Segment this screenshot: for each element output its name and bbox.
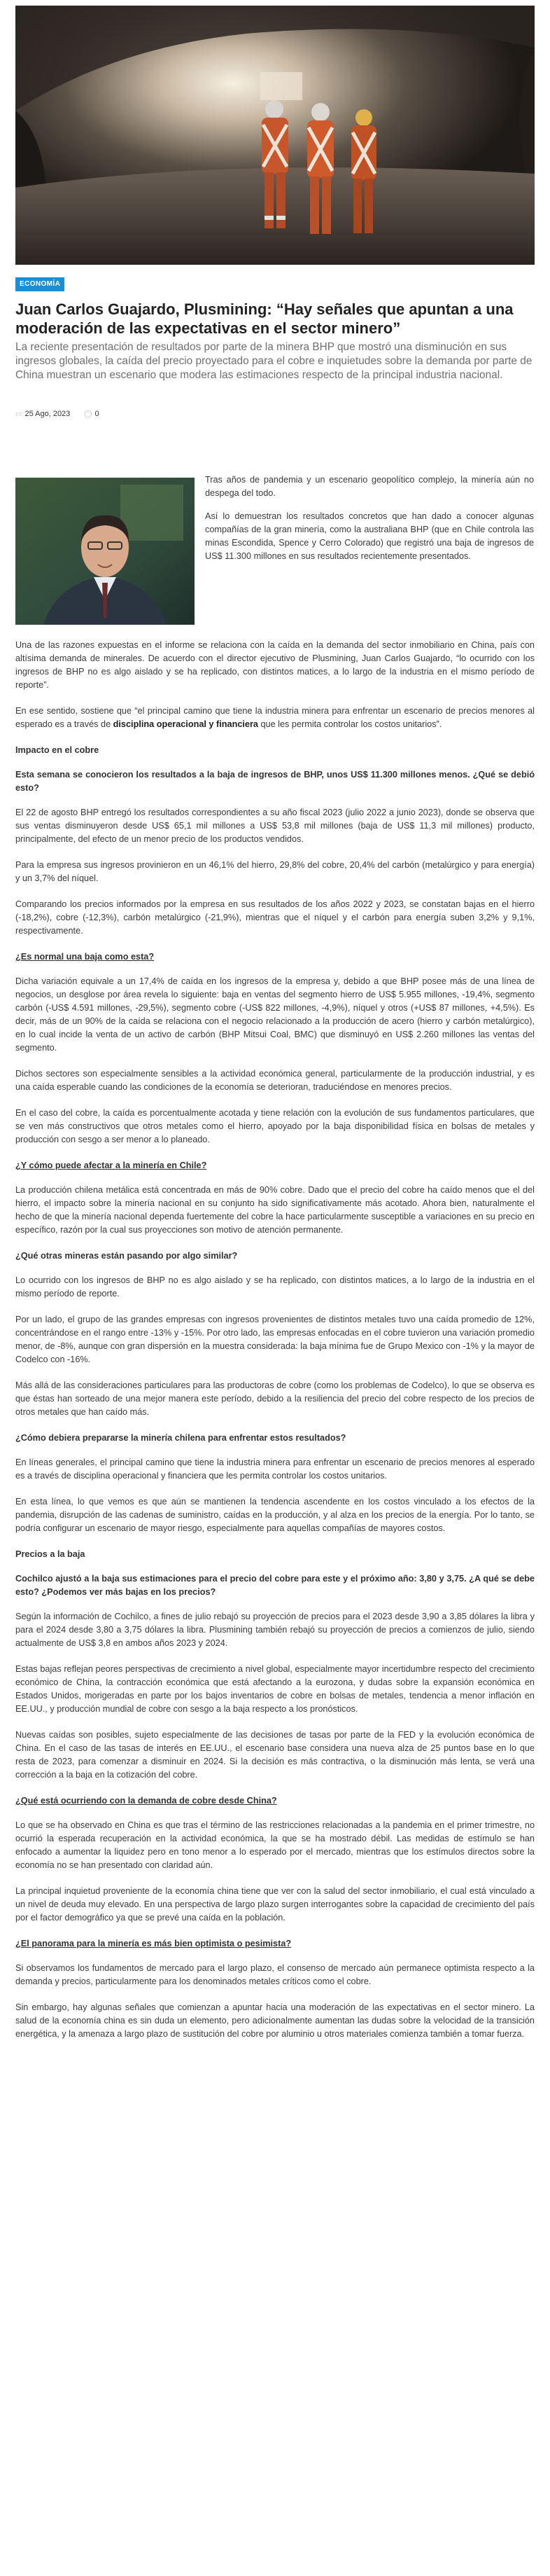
section-heading: Precios a la baja <box>15 1549 85 1559</box>
body-paragraph: Lo ocurrido con los ingresos de BHP no es algo aislado y se ha replicado, con distintos matices, a lo largo de la industria en el mismo período de reporte. <box>15 1275 535 1299</box>
question: ¿Qué está ocurriendo con la demanda de cobre desde China? <box>15 1796 277 1806</box>
author-photo <box>15 478 195 625</box>
body-paragraph: En el caso del cobre, la caída es porcentualmente acotada y tiene relación con la evolución de sus fundamentos particulares, que se ven más constructivos que otros metales como el hierro, apoyado por la baja disponibilidad física en bolsas de metales y producción con sesgo a ser menor a lo planeado. <box>15 1108 535 1144</box>
publish-date: 25 Ago, 2023 <box>24 410 71 418</box>
article-meta <box>15 410 99 418</box>
question: Esta semana se conocieron los resultados a la baja de ingresos de BHP, unos US$ 11.300 millones menos. ¿Qué se debió esto? <box>15 770 535 793</box>
body-paragraph: En ese sentido, sostiene que “el principal camino que tiene la industria minera para enfrentar un escenario de precios menores al esperado es a través de disciplina operacional y financiera que les permita controlar los costos unitarios”. <box>15 706 535 729</box>
question: ¿Es normal una baja como esta? <box>15 952 155 962</box>
hero-image <box>15 6 535 265</box>
body-paragraph: Sin embargo, hay algunas señales que comienzan a apuntar hacia una moderación de las expectativas en el sector minero. La salud de la economía china es sin duda un elemento, pero adicionalmente aumentan las dudas sobre la velocidad de la transición energética, y la amenaza a largo plazo de sustitución del cobre por aluminio u otros materiales comienza también a tomar fuerza. <box>15 2002 535 2039</box>
comment-count[interactable]: 0 <box>94 410 99 418</box>
article-body <box>15 639 535 2054</box>
intro-paragraph: Así lo demuestran los resultados concretos que han dado a conocer algunas compañías de la gran minería, como la australiana BHP (que en Chile controla las minas Escondida, Spence y Cerro Colorado) que registró una baja de ingresos de US$ 11.300 millones en sus resultados recientemente presentados. <box>205 511 534 561</box>
article-title: Juan Carlos Guajardo, Plusmining: “Hay señales que apuntan a una moderación de las expectativas en el sector minero” <box>15 300 514 337</box>
question: ¿Cómo debiera prepararse la minería chilena para enfrentar estos resultados? <box>15 1433 346 1443</box>
question: Cochilco ajustó a la baja sus estimaciones para el precio del cobre para este y el próximo año: 3,80 y 3,75. ¿A qué se debe esto? ¿Podemos ver más bajas en los precios? <box>15 1574 535 1597</box>
calendar-icon: ▭ <box>15 410 22 418</box>
emphasis: disciplina operacional y financiera <box>113 719 258 729</box>
mine-tunnel-photo <box>15 6 535 265</box>
body-paragraph: Más allá de las consideraciones particulares para las productoras de cobre (como los problemas de Codelco), lo que se observa es que éstas han sorteado de una mejor manera este período, debido a la resiliencia del precio del cobre respecto de los precios de otros metales que han caído más. <box>15 1380 535 1417</box>
section-heading: Impacto en el cobre <box>15 745 99 755</box>
body-paragraph: Estas bajas reflejan peores perspectivas de crecimiento a nivel global, especialmente mayor incertidumbre respecto del crecimiento económico de China, la contracción económica que está afectando a la eurozona, y dudas sobre la expansión económica en Estados Unidos, morigeradas en parte por los bajos inventarios de cobre en bolsas de metales, tendencia a menor inflación en EE.UU., y producción mundial de cobre con sesgo a la baja respecto a los pronósticos. <box>15 1664 535 1714</box>
question: ¿Y cómo puede afectar a la minería en Chile? <box>15 1161 207 1170</box>
body-paragraph: Si observamos los fundamentos de mercado para el largo plazo, el consenso de mercado aún permanece optimista respecto a la demanda y precios, particularmente para los denominados metales críticos como el cobre. <box>15 1963 535 1986</box>
body-paragraph: Lo que se ha observado en China es que tras el término de las restricciones relacionadas a la pandemia en el primer trimestre, no ocurrió la esperada recuperación en la actividad económica, la que se ha mostrado débil. Las medidas de estímulo se han enfocado a aumentar la liquidez pero en tono menor a lo esperado por el mercado, mientras que los estímulos directos sobre la economía no se han presentado con claridad aún. <box>15 1820 535 1870</box>
body-paragraph: Comparando los precios informados por la empresa en sus resultados de los años 2022 y 2023, se constatan bajas en el hierro (-18,2%), cobre (-12,3%), carbón metalúrgico (-21,9%), mientras que el níquel y el carbón para energía suben 3,2% y 9,1%, respectivamente. <box>15 899 535 936</box>
body-paragraph: La producción chilena metálica está concentrada en más de 90% cobre. Dado que el precio del cobre ha caído menos que el del hierro, el impacto sobre la minería nacional en su conjunto ha sido significativamente más acotado. Ahora bien, naturalmente el hecho de que la minería nacional dependa fuertemente del cobre la hace particularmente susceptible a variaciones en su precio en específico, razón por la cual sus proyecciones son motivo de atención permanente. <box>15 1185 535 1235</box>
category-badge[interactable]: ECONOMÍA <box>15 277 64 291</box>
article-subtitle: La reciente presentación de resultados por parte de la minera BHP que mostró una disminución en sus ingresos globales, la caída del precio proyectado para el cobre e inquietudes sobre la demanda por parte de China muestran un escenario que modera las estimaciones respecto de la principal industria nacional. <box>15 341 533 381</box>
body-paragraph: Para la empresa sus ingresos provinieron en un 46,1% del hierro, 29,8% del cobre, 20,4% del carbón (metalúrgico y para energía) y un 3,7% del níquel. <box>15 860 535 883</box>
body-paragraph: Nuevas caídas son posibles, sujeto especialmente de las decisiones de tasas por parte de la FED y la evolución económica de China. En el caso de las tasas de interés en EE.UU., el escenario base considera una nueva alza de 25 puntos base en lo que resta de 2023, para comenzar a disminuir en 2024. Si la decisión es más contractiva, o la disminución más lenta, se verá una corrección a la baja en la cotización del cobre. <box>15 1730 535 1780</box>
body-paragraph: El 22 de agosto BHP entregó los resultados correspondientes a su año fiscal 2023 (julio 2022 a junio 2023), donde se observa que sus ventas disminuyeron desde US$ 65,1 mil millones a US$ 53,8 mil millones (baja de US$ 11,3 mil millones) producto, principalmente, del efecto de un menor precio de los productos vendidos. <box>15 808 535 844</box>
intro-text <box>205 473 534 573</box>
body-paragraph: En esta línea, lo que vemos es que aún se mantienen la tendencia ascendente en los costos vinculado a los efectos de la pandemia, disrupción de las cadenas de suministro, caídas en la producción, y al alza en los precios de la energía. Por lo tanto, se podría configurar un escenario de mayor riesgo, especialmente para aquellas compañías de mayores costos. <box>15 1497 535 1533</box>
body-paragraph: La principal inquietud proveniente de la economía china tiene que ver con la salud del sector inmobiliario, el cual está vinculado a un nivel de deuda muy elevado. En una perspectiva de largo plazo surgen interrogantes sobre la capacidad de crecimiento del país por el factor demográfico ya que se prevé una caída en la población. <box>15 1886 535 1923</box>
intro-paragraph: Tras años de pandemia y un escenario geopolítico complejo, la minería aún no despega del todo. <box>205 475 534 498</box>
body-paragraph: Según la información de Cochilco, a fines de julio rebajó su proyección de precios para el 2023 desde 3,90 a 3,85 dólares la libra y para el 2024 desde 3,80 a 3,75 dólares la libra. Plusmining también rebajó su proyección de precios a comienzos de julio, siendo actualmente de US$ 3,8 en ambos años 2023 y 2024. <box>15 1612 535 1648</box>
comment-icon[interactable]: ◯ <box>84 410 92 418</box>
body-paragraph: Una de las razones expuestas en el informe se relaciona con la caída en la demanda del sector inmobiliario en China, país con altísima demanda de minerales. De acuerdo con el director ejecutivo de Plusmining, Juan Carlos Guajardo, “lo ocurrido con los ingresos de BHP no es algo aislado y se ha replicado, con distintos matices, a lo largo de la industria en el mismo período de reporte”. <box>15 640 535 690</box>
question: ¿El panorama para la minería es más bien optimista o pesimista? <box>15 1939 292 1948</box>
body-paragraph: Dichos sectores son especialmente sensibles a la actividad económica general, particularmente de la producción industrial, y es una caída esperable cuando las condiciones de la economía se deterioran, traduciéndose en menores precios. <box>15 1069 535 1092</box>
portrait-image <box>15 478 195 625</box>
body-paragraph: Dicha variación equivale a un 17,4% de caída en los ingresos de la empresa y, debido a que BHP posee más de una línea de negocios, un desglose por área revela lo siguiente: baja en ventas del segmento hierro de US$ 5.955 millones, -19,4%, segmento carbón (-US$ 4.591 millones, -29,5%), segmento cobre (-US$ 822 millones, -4,9%), níquel y otros (+US$ 87 millones, +4,5%). Es decir, más de un 90% de la caída se relaciona con el negocio relacionado a la producción de acero (hierro y carbón metalúrgico), en lo cual incide la venta de un activo de carbón (BHP Mitsui Coal, BMC) que disminuyó en US$ 2.260 millones las ventas del segmento. <box>15 976 535 1053</box>
body-paragraph: En líneas generales, el principal camino que tiene la industria minera para enfrentar un escenario de precios menores al esperado es a través de disciplina operacional y financiera que les permita controlar los costos unitarios. <box>15 1457 535 1481</box>
body-paragraph: Por un lado, el grupo de las grandes empresas con ingresos provenientes de distintos metales tuvo una caída promedio de 12%, concentrándose en el rango entre -13% y -15%. Por otro lado, las empresas enfocadas en el cobre tuvieron una variación promedio menor, de -8%, aunque con gran dispersión en la muestra considerada: la baja mínima fue de Grupo Mexico con -1% y la mayor de Codelco con -16%. <box>15 1315 535 1364</box>
question: ¿Qué otras mineras están pasando por algo similar? <box>15 1251 238 1261</box>
